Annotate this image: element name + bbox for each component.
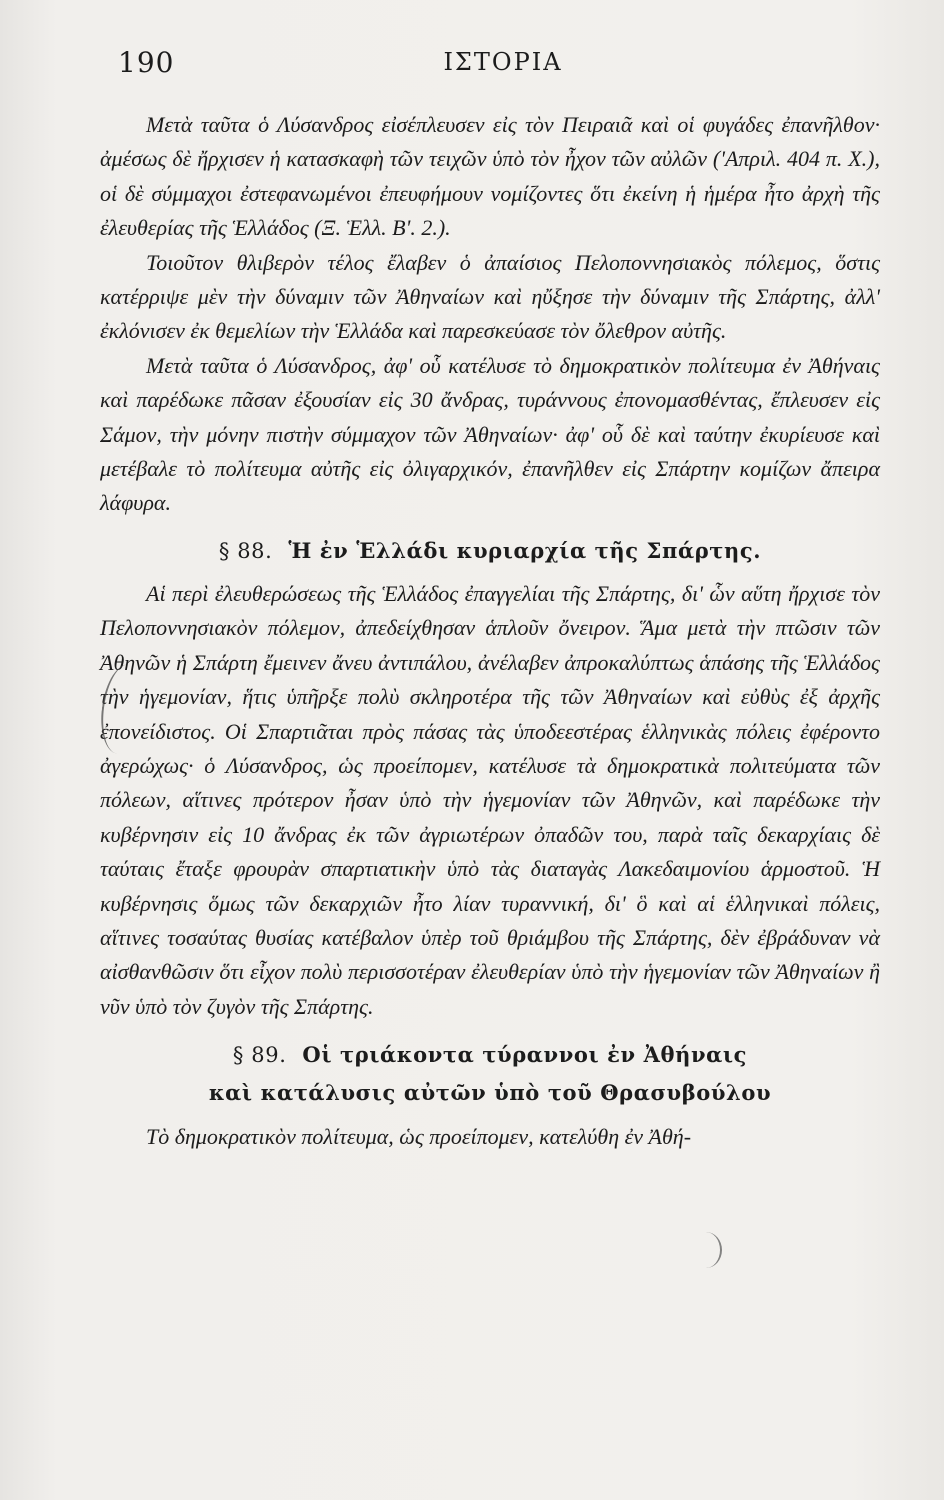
running-title: ΙΣΤΟΡΙΑ [443, 48, 563, 76]
paragraph-3: Μετὰ ταῦτα ὁ Λύσανδρος, ἀφ' οὗ κατέλυσε τὸ δημοκρατικὸν πολίτευμα ἐν Ἀθήναις καὶ παρέδωκε πᾶσαν ἐξουσίαν εἰς 30 ἄνδρας, τυράννους ἐπονομασθέντας, ἔπλευσεν εἰς Σάμον, τὴν μόνην πιστὴν σύμμαχον τῶν Ἀθηναίων· ἀφ' οὗ δὲ καὶ ταύτην ἐκυρίευσε καὶ μετέβαλε τὸ πολίτευμα αὐτῆς εἰς ὀλιγαρχικόν, ἐπανῆλθεν εἰς Σπάρτην κομίζων ἄπειρα λάφυρα. [100, 352, 880, 516]
section-88-title: Ἡ ἐν Ἑλλάδι κυριαρχία τῆς Σπάρτης. [288, 537, 762, 563]
body-text [100, 108, 880, 1155]
paragraph-1: Μετὰ ταῦτα ὁ Λύσανδρος εἰσέπλευσεν εἰς τὸν Πειραιᾶ καὶ οἱ φυγάδες ἐπανῆλθον· ἀμέσως δὲ ἤρχισεν ἡ κατασκαφὴ τῶν τειχῶν ὑπὸ τὸν ἦχον τῶν αὐλῶν ('Απριλ. 404 π. Χ.), οἱ δὲ σύμμαχοι ἐστεφανωμένοι ἐπευφήμουν νομίζοντες ὅτι ἐκείνη ἡ ἡμέρα ἦτο ἀρχὴ τῆς ἐλευθερίας τῆς Ἑλλάδος (Ξ. Ἑλλ. Β'. 2.). [100, 112, 880, 241]
page-header [118, 46, 888, 86]
section-89-title-line2: καὶ κατάλυσις αὐτῶν ὑπὸ τοῦ Θρασυβούλου [208, 1080, 772, 1106]
paragraph-4: Αἱ περὶ ἐλευθερώσεως τῆς Ἑλλάδος ἐπαγγελίαι τῆς Σπάρτης, δι' ὧν αὕτη ἤρχισε τὸν Πελοποννησιακὸν πόλεμον, ἀπεδείχθησαν ἁπλοῦν ὄνειρον. Ἅμα μετὰ τὴν πτῶσιν τῶν Ἀθηνῶν ἡ Σπάρτη ἔμεινεν ἄνευ ἀντιπάλου, ἀνέλαβεν ἀπροκαλύπτως ἁπάσης τῆς Ἑλλάδος τὴν ἡγεμονίαν, ἥτις ὑπῆρξε πολὺ σκληροτέρα τῆς τῶν Ἀθηναίων καὶ εὐθὺς ἐξ ἀρχῆς ἐπονείδιστος. Οἱ Σπαρτιᾶται πρὸς πάσας τὰς ὑποδεεστέρας ἑλληνικὰς πόλεις ἐφέροντο ἀγερώχως· ὁ Λύσανδρος, ὡς προείπομεν, κατέλυσε τὰ δημοκρατικὰ πολιτεύματα τῶν πόλεων, αἵτινες πρότερον ἦσαν ὑπὸ τὴν ἡγεμονίαν τῶν Ἀθηνῶν, καὶ παρέδωκε τὴν κυβέρνησιν εἰς 10 ἄνδρας ἐκ τῶν ἀγριωτέρων ὀπαδῶν του, παρὰ ταῖς δεκαρχίαις δὲ ταύταις ἔταξε φρουρὰν σπαρτιατικὴν ὑπὸ τὰς διαταγὰς Λακεδαιμονίου ἁρμοστοῦ. Ἡ κυβέρνησις ὅμως τῶν δεκαρχιῶν ἦτο λίαν τυραννική, δι' ὃ καὶ αἱ ἑλληνικαὶ πόλεις, αἵτινες τοσαύτας θυσίας κατέβαλον ὑπὲρ τοῦ θριάμβου τῆς Σπάρτης, δὲν ἐβράδυναν νὰ αἰσθανθῶσιν ὅτι εἶχον πολὺ περισσοτέραν ἐλευθερίαν ὑπὸ τὴν ἡγεμονίαν τῶν Ἀθηναίων ἢ νῦν ὑπὸ τὸν ζυγὸν τῆς Σπάρτης. [100, 580, 880, 1019]
section-89-heading [100, 1036, 880, 1112]
section-88-number: § 88. [218, 538, 273, 563]
section-89-number: § 89. [232, 1043, 287, 1068]
paragraph-2: Τοιοῦτον θλιβερὸν τέλος ἔλαβεν ὁ ἀπαίσιος Πελοποννησιακὸς πόλεμος, ὅστις κατέρριψε μὲν τὴν δύναμιν τῶν Ἀθηναίων καὶ ηὔξησε τὴν δύναμιν τῆς Σπάρτης, ἀλλ' ἐκλόνισεν ἐκ θεμελίων τὴν Ἑλλάδα καὶ παρεσκεύασε τὸν ὄλεθρον αὐτῆς. [100, 249, 880, 344]
section-89-title-line1: Οἱ τριάκοντα τύραννοι ἐν Ἀθήναις [302, 1042, 748, 1068]
pencil-paren-mark [690, 1232, 722, 1268]
paragraph-5: Τὸ δημοκρατικὸν πολίτευμα, ὡς προείπομεν, κατελύθη ἐν Ἀθή- [146, 1124, 692, 1150]
section-88-heading [100, 533, 880, 569]
page-number: 190 [118, 46, 175, 79]
